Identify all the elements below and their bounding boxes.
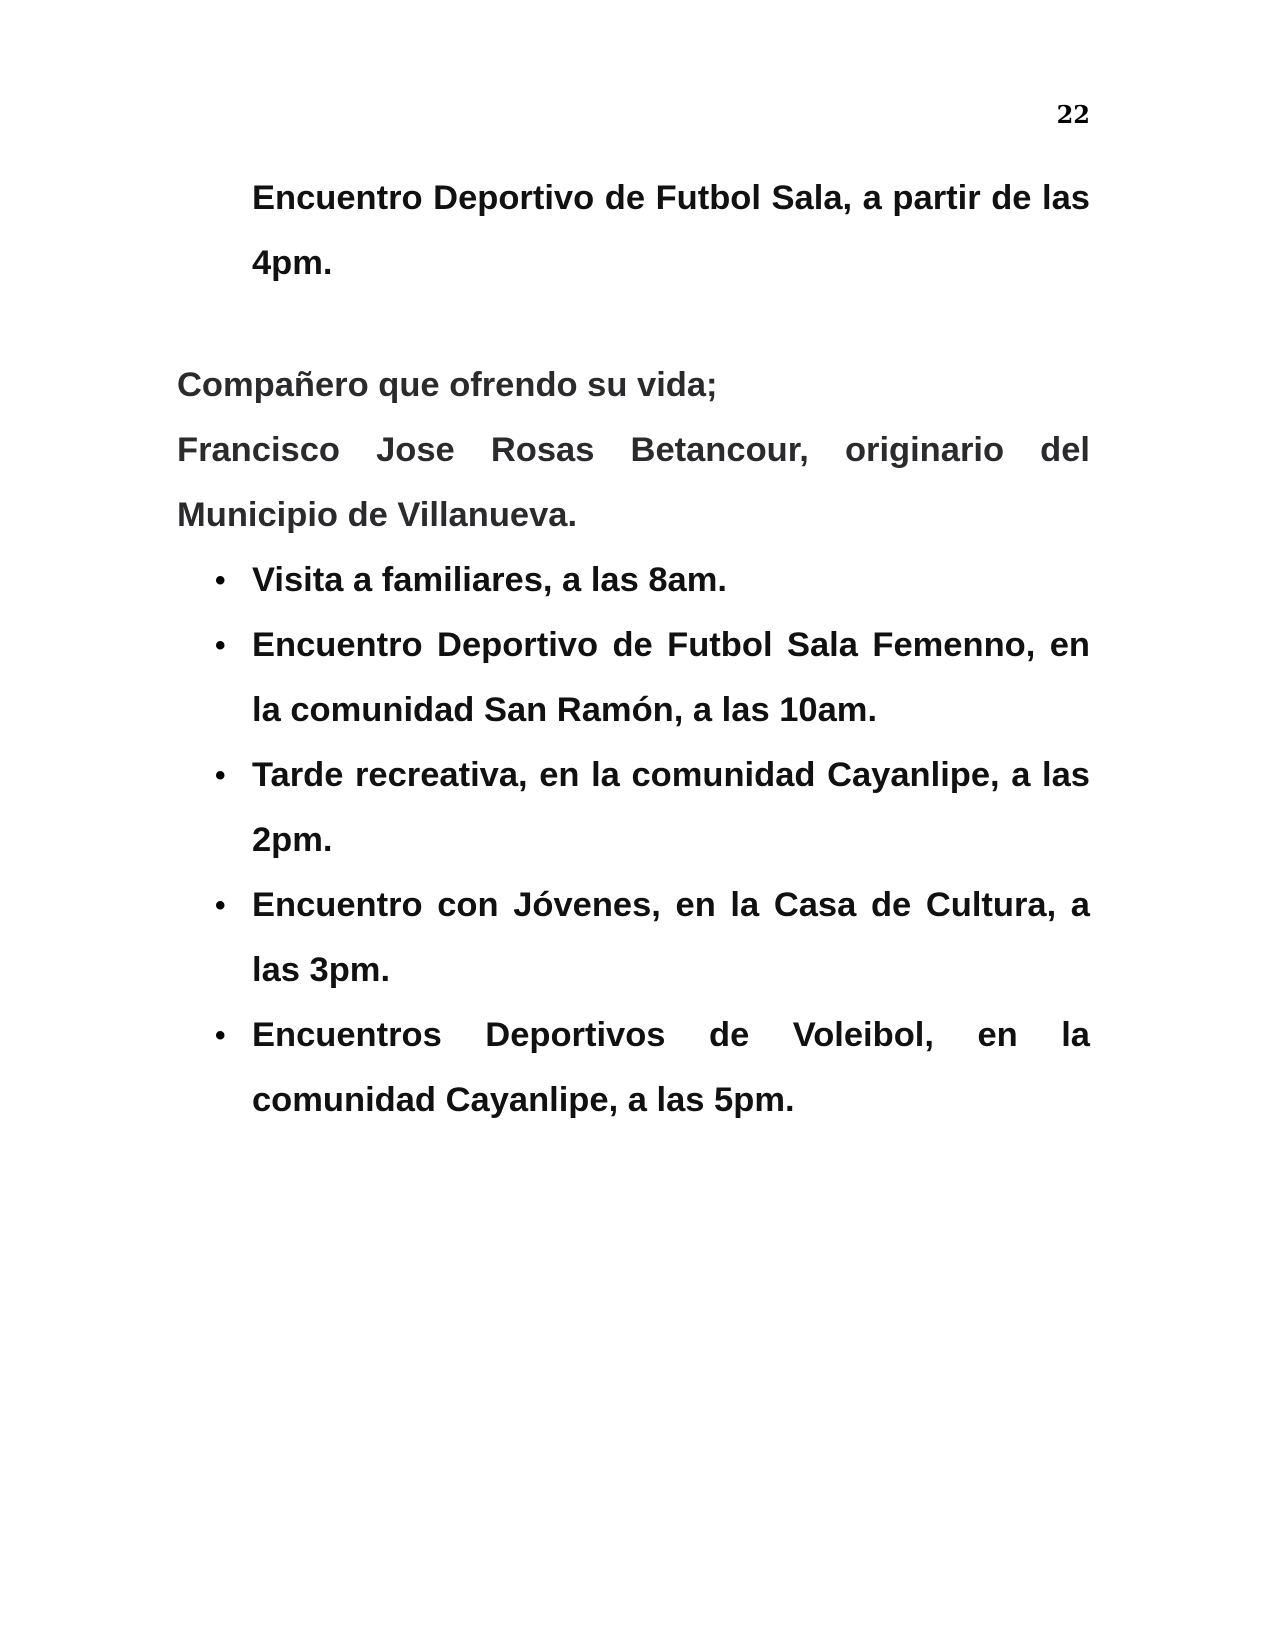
list-item-text: Encuentro Deportivo de Futbol Sala Femenno, en la comunidad San Ramón, a las 10am. [252,626,1090,729]
bullet-dot-icon: • [215,759,226,792]
tribute-section [177,353,1090,548]
document-body [177,166,1090,1133]
continued-list-item: Encuentro Deportivo de Futbol Sala, a partir de las 4pm. [252,179,1090,282]
tribute-heading: Compañero que ofrendo su vida; [177,366,718,404]
list-item-text: Encuentros Deportivos de Voleibol, en la comunidad Cayanlipe, a las 5pm. [252,1016,1090,1119]
bullet-dot-icon: • [215,564,226,597]
list-item-text: Tarde recreativa, en la comunidad Cayanlipe, a las 2pm. [252,756,1090,859]
list-item [177,613,1090,743]
list-item-text: Encuentro con Jóvenes, en la Casa de Cultura, a las 3pm. [252,886,1090,989]
list-item-text: Visita a familiares, a las 8am. [252,561,727,599]
tribute-name-line: Francisco Jose Rosas Betancour, originario del Municipio de Villanueva. [177,431,1090,534]
list-item [177,873,1090,1003]
list-item [177,743,1090,873]
bullet-dot-icon: • [215,1019,226,1052]
list-item [177,548,1090,613]
bullet-dot-icon: • [215,889,226,922]
bullet-dot-icon: • [215,629,226,662]
page-number: 22 [1056,100,1090,129]
activity-list [177,548,1090,1133]
list-item [177,1003,1090,1133]
